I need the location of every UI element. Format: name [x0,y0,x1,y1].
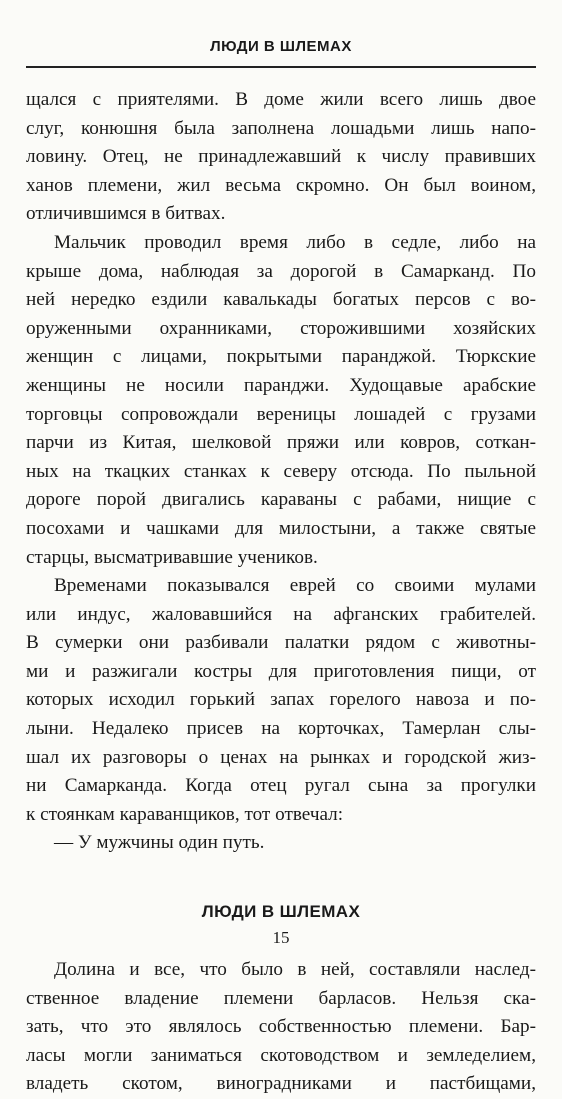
paragraphs [26,86,536,858]
text-line: владеть скотом, виноградниками и пастбищами, [26,1073,536,1095]
text-line: ханов племени, жил весьма скромно. Он был воином, [26,174,536,196]
text-line: ных на ткацких станках к северу отсюда. По пыльной [26,460,536,482]
text-line: ласы могли заниматься скотоводством и земледелием, [26,1044,536,1066]
text-line: крыше дома, наблюдая за дорогой в Самарканд. По [26,260,536,282]
text-line: шал их разговоры о ценах на рынках и городской жиз- [26,746,536,768]
section-heading: ЛЮДИ В ШЛЕМАХ [201,902,361,922]
text-line: зать, что это являлось собственностью племени. Бар- [26,1016,536,1038]
header-rule [26,66,536,68]
text-line: дороге порой двигались караваны с рабами, нищие с [26,489,536,511]
text-line: ственное владение племени барласов. Нельзя ска- [26,987,536,1009]
text-line: ловину. Отец, не принадлежавший к числу правивших [26,146,536,168]
text-line: ни Самарканда. Когда отец ругал сына за прогулки [26,775,536,797]
text-line: Долина и все, что было в ней, составляли наслед- [54,959,536,981]
text-line: или индус, жаловавшийся на афганских грабителей. [26,603,536,625]
text-line: к стоянкам караванщиков, тот отвечал: [26,803,344,825]
text-line: торговцы сопровождали вереницы лошадей с грузами [26,403,536,425]
text-line: оруженными охранниками, сторожившими хозяйских [26,317,536,339]
text-line: которых исходил горький запах горелого навоза и по- [26,689,536,711]
text-line: посохами и чашками для милостыни, а также святые [26,517,536,539]
paragraph [26,572,536,829]
text-line: лыни. Недалеко присев на корточках, Тамерлан слы- [26,718,536,740]
text-line: женщин с лицами, покрытыми паранджой. Тюркские [26,346,536,368]
paragraph [26,86,536,229]
text-line: слуг, конюшня была заполнена лошадьми лишь напо- [26,117,536,139]
text-line: старцы, высматривавшие учеников. [26,546,318,568]
text-line: женщины не носили паранджи. Худощавые арабские [26,374,536,396]
text-line: отличившимся в битвах. [26,203,226,225]
text-line: щался с приятелями. В доме жили всего лишь двое [26,89,536,110]
text-line: Мальчик проводил время либо в седле, либо на [54,231,536,253]
text-line: парчи из Китая, шелковой пряжи или ковров, соткан- [26,432,536,454]
paragraph [26,829,536,858]
text-line: ней нередко ездили кавалькады богатых персов с во- [26,289,536,311]
text-line: — У мужчины один путь. [54,832,265,854]
page-number: 15 [272,928,290,947]
text-line: ми и разжигали костры для приготовления пищи, от [26,660,536,682]
paragraph [26,229,536,572]
section-body [26,956,536,1099]
text-line: В сумерки они разбивали палатки рядом с животны- [26,632,536,654]
text-line: Временами показывался еврей со своими мулами [54,575,536,597]
running-header: ЛЮДИ В ШЛЕМАХ [210,38,352,55]
